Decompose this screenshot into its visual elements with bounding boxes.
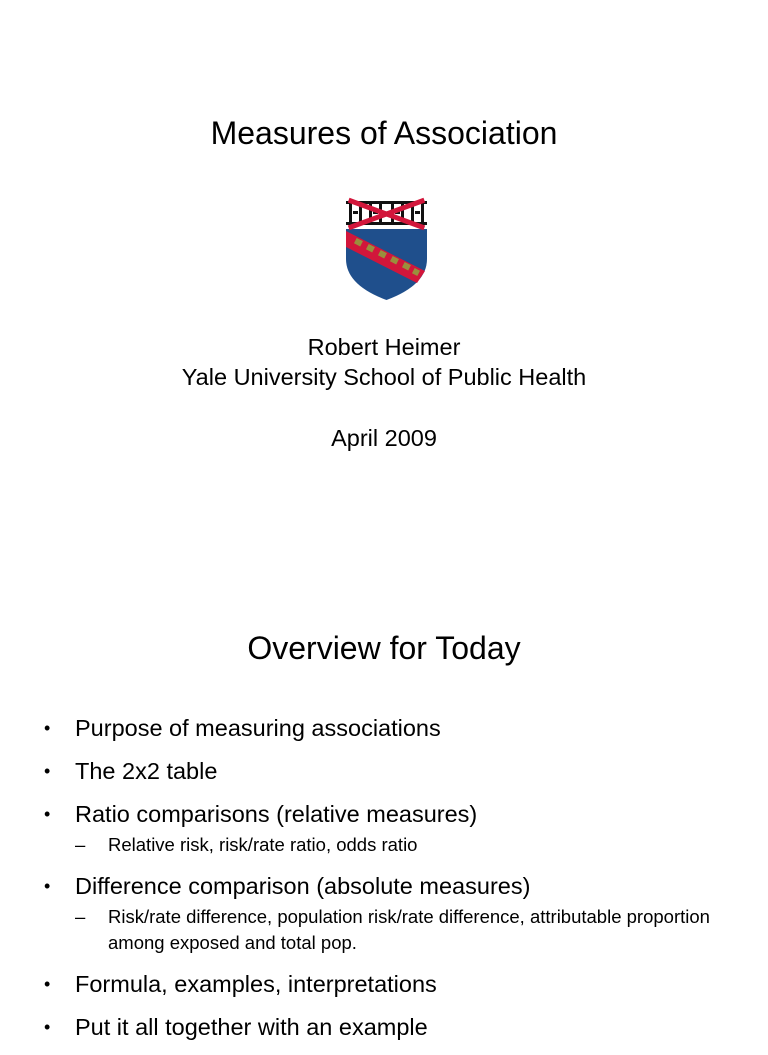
sub-bullet-list [75,904,744,956]
sub-bullet-text: Risk/rate difference, population risk/rate difference, attributable proportion among exposed and total pop. [108,906,710,953]
sub-bullet-item [75,904,744,956]
bullet-item [44,799,744,858]
bullet-text: Formula, examples, interpretations [75,971,437,997]
bullet-marker: • [44,804,51,824]
overview-slide [0,560,768,1040]
bullet-item [44,969,744,999]
bullet-text: Put it all together with an example [75,1014,428,1040]
slide-title: Measures of Association [210,115,558,151]
bullet-text: The 2x2 table [75,758,218,784]
bullet-item [44,1012,744,1042]
presentation-date: April 2009 [331,425,437,451]
sub-bullet-marker: – [75,906,86,927]
bullet-item [44,713,744,743]
bullet-item [44,756,744,786]
author-name: Robert Heimer [307,334,461,360]
sub-bullet-marker: – [75,834,86,855]
shield-icon [345,197,428,301]
slide-title: Overview for Today [247,630,521,666]
sub-bullet-text: Relative risk, risk/rate ratio, odds ratio [108,834,418,855]
bullet-text: Difference comparison (absolute measures) [75,873,531,899]
sub-bullet-item [75,832,744,858]
bullet-text: Purpose of measuring associations [75,715,441,741]
bullet-marker: • [44,718,51,738]
bullet-list [44,713,744,1055]
bullet-text: Ratio comparisons (relative measures) [75,801,478,827]
sub-bullet-list [75,832,744,858]
author-block [0,332,768,392]
yale-crest-icon [345,197,428,301]
bullet-marker: • [44,876,51,896]
bullet-marker: • [44,1017,51,1037]
institution-name: Yale University School of Public Health [181,364,587,390]
bullet-item [44,871,744,956]
bullet-marker: • [44,974,51,994]
bullet-marker: • [44,761,51,781]
